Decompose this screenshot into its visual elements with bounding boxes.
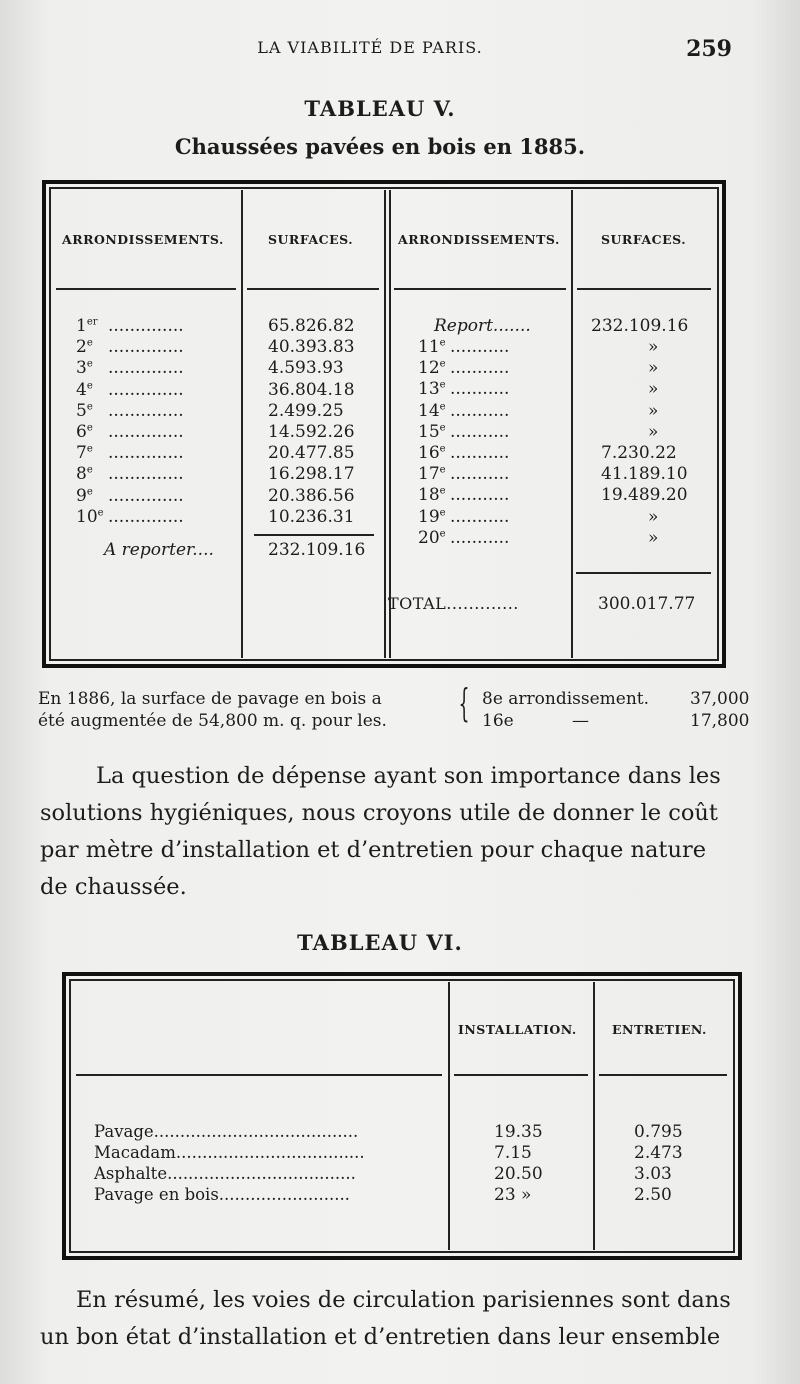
table6-row-label: Asphalte.................................... bbox=[94, 1164, 356, 1183]
table5-right-surface: » bbox=[648, 337, 659, 357]
table6-col-divider bbox=[448, 982, 450, 1250]
table5-right-arr-label: 14e bbox=[418, 400, 446, 421]
table5-left-arr-label: 6e bbox=[76, 422, 93, 442]
table5-right-arr-label: 11e bbox=[418, 337, 446, 357]
table5-left-arr-label: 8e bbox=[76, 464, 93, 485]
table5-grand-total-label: TOTAL............. bbox=[388, 594, 519, 613]
table5-header-arr-left: ARRONDISSEMENTS. bbox=[62, 232, 224, 247]
table5-right-surface: » bbox=[648, 527, 659, 548]
table5-report-value: 232.109.16 bbox=[591, 316, 689, 336]
table5-left-surface: 10.236.31 bbox=[268, 506, 355, 527]
paragraph-line: de chaussée. bbox=[40, 874, 187, 900]
paragraph-summary bbox=[40, 1282, 760, 1356]
table5-left-total-label: A reporter.... bbox=[104, 540, 214, 560]
note-line1-mid: 8e arrondissement. bbox=[482, 689, 650, 709]
table5-left-leader: .............. bbox=[108, 506, 184, 527]
table5-right-leader: ........... bbox=[450, 443, 510, 463]
paragraph-line: un bon état d’installation et d’entretien dans leur ensemble bbox=[40, 1324, 721, 1350]
table5-report-label: Report....... bbox=[434, 316, 531, 336]
table5-left-surface: 4.593.93 bbox=[268, 358, 344, 379]
table5-left-leader: .............. bbox=[108, 358, 184, 379]
table5-left-leader: .............. bbox=[108, 443, 184, 464]
table6-row-label: Pavage....................................... bbox=[94, 1122, 359, 1141]
table5-col-divider bbox=[571, 190, 573, 658]
table5-right-leader: ........... bbox=[450, 485, 510, 506]
paragraph-line: En résumé, les voies de circulation parisiennes sont dans bbox=[76, 1287, 731, 1313]
table5-left-surface: 2.499.25 bbox=[268, 400, 344, 421]
table5-left-leader: .............. bbox=[108, 422, 184, 442]
note-brace: { bbox=[458, 681, 470, 725]
table5-header-arr-right: ARRONDISSEMENTS. bbox=[398, 232, 560, 247]
table5-right-surface: » bbox=[648, 400, 659, 421]
table5-right-arr-label: 15e bbox=[418, 421, 446, 442]
table5-left-surface: 36.804.18 bbox=[268, 379, 355, 400]
table5-header-surf-left: SURFACES. bbox=[268, 232, 354, 247]
table5-right-arr-label: 17e bbox=[418, 464, 446, 485]
table5-left-surface: 20.477.85 bbox=[268, 443, 355, 464]
table5-left-surface: 14.592.26 bbox=[268, 422, 355, 442]
table5-right-leader: ........... bbox=[450, 379, 510, 400]
paragraph-line: par mètre d’installation et d’entretien pour chaque nature bbox=[40, 837, 707, 863]
table5-left-total-value: 232.109.16 bbox=[268, 540, 366, 560]
table6-header-installation: INSTALLATION. bbox=[458, 1022, 577, 1037]
table5-right-surface: » bbox=[648, 358, 659, 379]
table5-center-divider bbox=[384, 190, 386, 658]
table5-right-leader: ........... bbox=[450, 464, 510, 485]
note-line2-text: été augmentée de 54,800 m. q. pour les. bbox=[38, 711, 387, 731]
table5-right-leader: ........... bbox=[450, 400, 510, 421]
table5-left-leader: .............. bbox=[108, 464, 184, 485]
table5-right-leader: ........... bbox=[450, 337, 510, 357]
table6-header-rule bbox=[76, 1074, 442, 1076]
table6-installation-value: 19.35 bbox=[494, 1122, 543, 1142]
table5-left-arr-label: 1er bbox=[76, 316, 98, 336]
table6-frame bbox=[62, 972, 742, 1260]
paragraph-cost bbox=[40, 758, 760, 906]
note-line1-text: En 1886, la surface de pavage en bois a bbox=[38, 689, 382, 709]
table5-left-arr-label: 4e bbox=[76, 379, 93, 400]
table5-header-surf-right: SURFACES. bbox=[601, 232, 687, 247]
table5-right-surface: » bbox=[648, 506, 659, 527]
table5-header-rule bbox=[247, 288, 379, 290]
note-line2-value: 17,800 bbox=[690, 711, 750, 731]
table6-col-divider bbox=[593, 982, 595, 1250]
table6-installation-value: 20.50 bbox=[494, 1164, 543, 1184]
table6-row-label: Pavage en bois......................... bbox=[94, 1185, 350, 1204]
table6-header-entretien: ENTRETIEN. bbox=[612, 1022, 707, 1037]
table5-subtitle: Chaussées pavées en bois en 1885. bbox=[174, 134, 586, 159]
table6-entretien-value: 3.03 bbox=[634, 1164, 672, 1184]
table5-frame bbox=[42, 180, 726, 668]
table5-right-arr-label: 13e bbox=[418, 379, 446, 400]
table5-right-arr-label: 18e bbox=[418, 485, 446, 506]
table5-right-surface: 7.230.22 bbox=[601, 443, 677, 463]
table5-right-arr-label: 19e bbox=[418, 506, 446, 527]
running-title: LA VIABILITÉ DE PARIS. bbox=[257, 38, 483, 57]
table5-header-rule bbox=[394, 288, 566, 290]
table5-right-leader: ........... bbox=[450, 358, 510, 379]
table5-left-arr-label: 3e bbox=[76, 358, 93, 379]
table5-grand-total-value: 300.017.77 bbox=[598, 594, 696, 614]
table5-left-leader: .............. bbox=[108, 379, 184, 400]
table5-right-surface: 19.489.20 bbox=[601, 485, 688, 506]
table6-installation-value: 7.15 bbox=[494, 1143, 532, 1163]
table5-header-rule bbox=[56, 288, 236, 290]
table6-header-rule bbox=[599, 1074, 727, 1076]
note-line1-value: 37,000 bbox=[690, 689, 750, 709]
table5-center-divider bbox=[389, 190, 391, 658]
table6-entretien-value: 2.473 bbox=[634, 1143, 683, 1163]
table5-left-leader: .............. bbox=[108, 316, 184, 336]
table5-left-leader: .............. bbox=[108, 337, 184, 358]
table5-left-leader: .............. bbox=[108, 400, 184, 421]
table5-total-rule bbox=[576, 572, 711, 574]
table5-left-arr-label: 10e bbox=[76, 506, 104, 527]
table5-right-arr-label: 16e bbox=[418, 443, 446, 463]
table6-row-label: Macadam.................................... bbox=[94, 1143, 365, 1162]
table5-left-leader: .............. bbox=[108, 485, 184, 506]
table5-left-arr-label: 9e bbox=[76, 485, 93, 506]
table5-right-arr-label: 20e bbox=[418, 527, 446, 548]
table5-left-surface: 16.298.17 bbox=[268, 464, 355, 485]
page-number: 259 bbox=[686, 36, 732, 62]
table6-entretien-value: 0.795 bbox=[634, 1122, 683, 1142]
table5-right-surface: » bbox=[648, 421, 659, 442]
table5-title: TABLEAU V. bbox=[304, 96, 456, 121]
table5-left-arr-label: 5e bbox=[76, 400, 93, 421]
table5-right-surface: 41.189.10 bbox=[601, 464, 688, 485]
table5-left-surface: 40.393.83 bbox=[268, 337, 355, 358]
table5-right-leader: ........... bbox=[450, 527, 510, 548]
table6-entretien-value: 2.50 bbox=[634, 1185, 672, 1205]
paragraph-line: La question de dépense ayant son importance dans les bbox=[96, 763, 721, 789]
table6-header-rule bbox=[454, 1074, 588, 1076]
note-line2-dash: — bbox=[572, 711, 589, 731]
table5-right-arr-label: 12e bbox=[418, 358, 446, 379]
table6-title: TABLEAU VI. bbox=[297, 930, 463, 955]
table5-left-arr-label: 7e bbox=[76, 443, 93, 464]
table5-header-rule bbox=[577, 288, 711, 290]
table5-right-surface: » bbox=[648, 379, 659, 400]
table5-subtotal-rule bbox=[254, 534, 374, 536]
table5-left-surface: 65.826.82 bbox=[268, 316, 355, 336]
paragraph-line: solutions hygiéniques, nous croyons utile de donner le coût bbox=[40, 800, 718, 826]
table5-col-divider bbox=[241, 190, 243, 658]
note-line2-mid: 16e bbox=[482, 711, 514, 731]
table5-right-leader: ........... bbox=[450, 421, 510, 442]
table5-left-surface: 20.386.56 bbox=[268, 485, 355, 506]
table6-installation-value: 23 » bbox=[494, 1185, 532, 1205]
table5-left-arr-label: 2e bbox=[76, 337, 93, 358]
table5-right-leader: ........... bbox=[450, 506, 510, 527]
